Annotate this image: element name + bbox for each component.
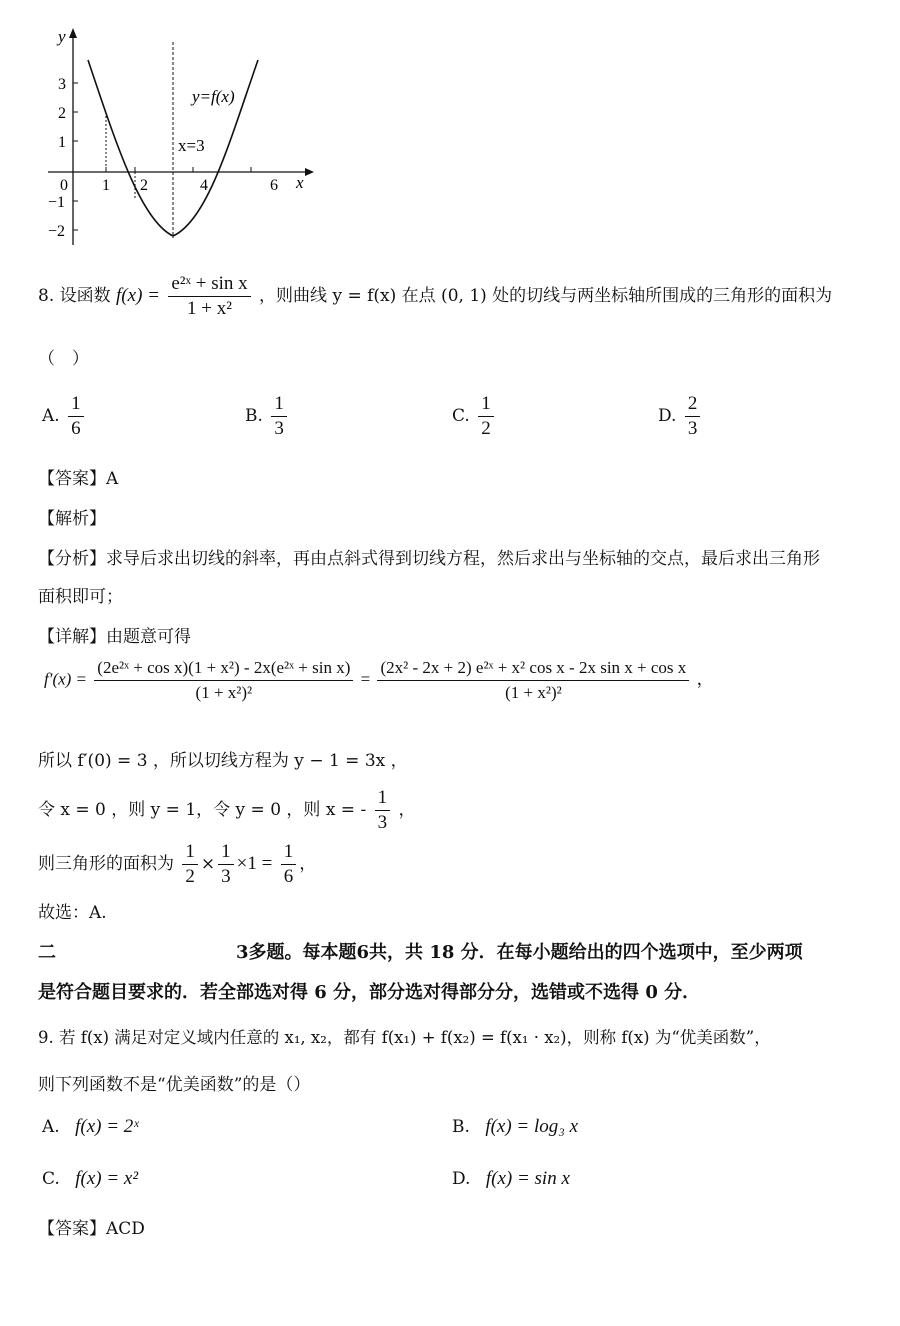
area-tail: ， [299, 854, 317, 874]
q8-b-num: 1 [271, 392, 287, 417]
area-a: 则三角形的面积为 [38, 854, 174, 874]
line-label: x=3 [178, 136, 205, 155]
q9-c-text: f(x) = x² [75, 1168, 139, 1189]
q8-option-c-label: C. [452, 406, 470, 426]
section2-heading-2: 是符合题目要求的．若全部选对得 6 分，部分选对得部分分，选错或不选得 0 分． [38, 982, 701, 1003]
q9-a-label: A. [42, 1117, 60, 1137]
deriv-den1: (1 + x²)² [195, 683, 253, 702]
q8-choose: 故选：A. [38, 903, 107, 923]
q8-analysis-title: 【解析】 [38, 509, 106, 529]
q8-fraction [168, 272, 250, 321]
q9-a-text: f(x) = 2ˣ [75, 1116, 139, 1137]
q8-option-a-label: A. [42, 406, 60, 426]
q9-option-d [452, 1168, 570, 1190]
x-axis-label: x [296, 173, 304, 192]
q9-option-a [42, 1116, 139, 1138]
q9-d-text: f(x) = sin x [485, 1168, 570, 1189]
deriv-eq: = [360, 669, 371, 689]
q9-answer: 【答案】ACD [38, 1219, 145, 1239]
q9-option-c [42, 1168, 138, 1190]
q8-answer: 【答案】A [38, 469, 119, 489]
area-expr: ×1 = [236, 853, 273, 874]
q8-c-num: 1 [478, 392, 494, 417]
section2-heading-text: 3多题。每本题6共，共 18 分．在每小题给出的四个选项中，至少两项 [236, 942, 803, 963]
curve-label: y=f(x) [192, 87, 235, 106]
q8-option-b [245, 392, 290, 441]
x-tick-6: 6 [270, 177, 278, 194]
y-tick-neg2: −2 [48, 223, 66, 240]
q9-option-b [452, 1116, 578, 1138]
let-b: ， [398, 800, 416, 820]
deriv-num1: (2e²ˣ + cos x)(1 + x²) - 2x(e²ˣ + sin x) [94, 656, 353, 681]
q8-number: 8. 设函数 [38, 286, 111, 306]
q8-fenxi-1: 【分析】求导后求出切线的斜率，再由点斜式得到切线方程，然后求出与坐标轴的交点，最后求出三角形 [38, 549, 820, 569]
x-tick-2: 2 [140, 177, 148, 194]
q8-line-let [38, 786, 416, 835]
q9-b-text: f(x) = log₃ x [485, 1116, 579, 1137]
let-num: 1 [375, 786, 391, 811]
q8-xiangjie: 【详解】由题意可得 [38, 627, 191, 647]
q8-line-so: 所以 f′(0) = 3 ，所以切线方程为 y − 1 = 3x ， [38, 751, 408, 771]
q8-d-num: 2 [685, 392, 701, 417]
function-graph [30, 20, 330, 260]
deriv-den2: (1 + x²)² [505, 683, 562, 702]
y-axis-label: y [58, 27, 66, 46]
q8-frac-den: 1 + x² [187, 298, 232, 319]
section2-number: 二 [38, 942, 56, 963]
deriv-num2: (2x² - 2x + 2) e²ˣ + x² cos x - 2x sin x + cos x [377, 656, 689, 681]
deriv-lhs: f′(x) = [44, 669, 88, 689]
y-tick-neg1: −1 [48, 194, 66, 211]
q8-fenxi-2: 面积即可； [38, 587, 123, 607]
section2-heading-1 [38, 938, 803, 964]
x-axis-arrow [305, 168, 314, 176]
q8-option-a [42, 392, 87, 441]
q9-stem-1: 9. 若 f(x) 满足对定义域内任意的 x₁, x₂，都有 f(x₁) + f(x₂) = f(x₁ · x₂)，则称 f(x) 为“优美函数”， [38, 1028, 771, 1047]
q8-c-den: 2 [481, 418, 491, 439]
q8-fx: f(x) = [116, 285, 160, 306]
q8-d-den: 3 [687, 418, 698, 439]
q8-derivative [44, 656, 714, 705]
q9-c-label: C. [42, 1169, 60, 1189]
y-tick-1: 1 [58, 134, 66, 151]
q9-b-label: B. [452, 1117, 470, 1137]
x-tick-0: 0 [60, 177, 68, 194]
q8-option-d-label: D. [658, 406, 677, 426]
q8-b-den: 3 [274, 418, 284, 439]
q8-rest: ，则曲线 y = f(x) 在点 (0, 1) 处的切线与两坐标轴所围成的三角形的面积为 [259, 286, 833, 306]
q8-option-b-label: B. [245, 406, 263, 426]
q9-stem-2: 则下列函数不是“优美函数”的是（） [38, 1075, 311, 1095]
q9-d-label: D. [452, 1169, 471, 1189]
q8-stem [38, 272, 832, 321]
q8-a-num: 1 [68, 392, 84, 417]
q8-area: 则三角形的面积为 $\frac{1}{2}$ × $\frac{1}{3}$ ×1 = $\frac{1}{6}$ ， [38, 841, 317, 887]
q8-option-d [658, 392, 703, 441]
q8-blank: （ ） [38, 349, 89, 369]
q8-option-c [452, 392, 497, 441]
y-tick-2: 2 [58, 105, 66, 122]
y-axis-arrow [69, 28, 77, 38]
q8-a-den: 6 [71, 418, 81, 439]
q8-frac-num: e²ˣ + sin x [168, 272, 250, 297]
let-a: 令 x = 0 ，则 y = 1，令 y = 0 ，则 x = - [38, 800, 367, 820]
x-tick-1: 1 [102, 177, 110, 194]
y-tick-3: 3 [58, 76, 66, 93]
deriv-tail: ， [696, 669, 714, 689]
x-tick-4: 4 [200, 177, 208, 194]
let-den: 3 [377, 812, 388, 833]
